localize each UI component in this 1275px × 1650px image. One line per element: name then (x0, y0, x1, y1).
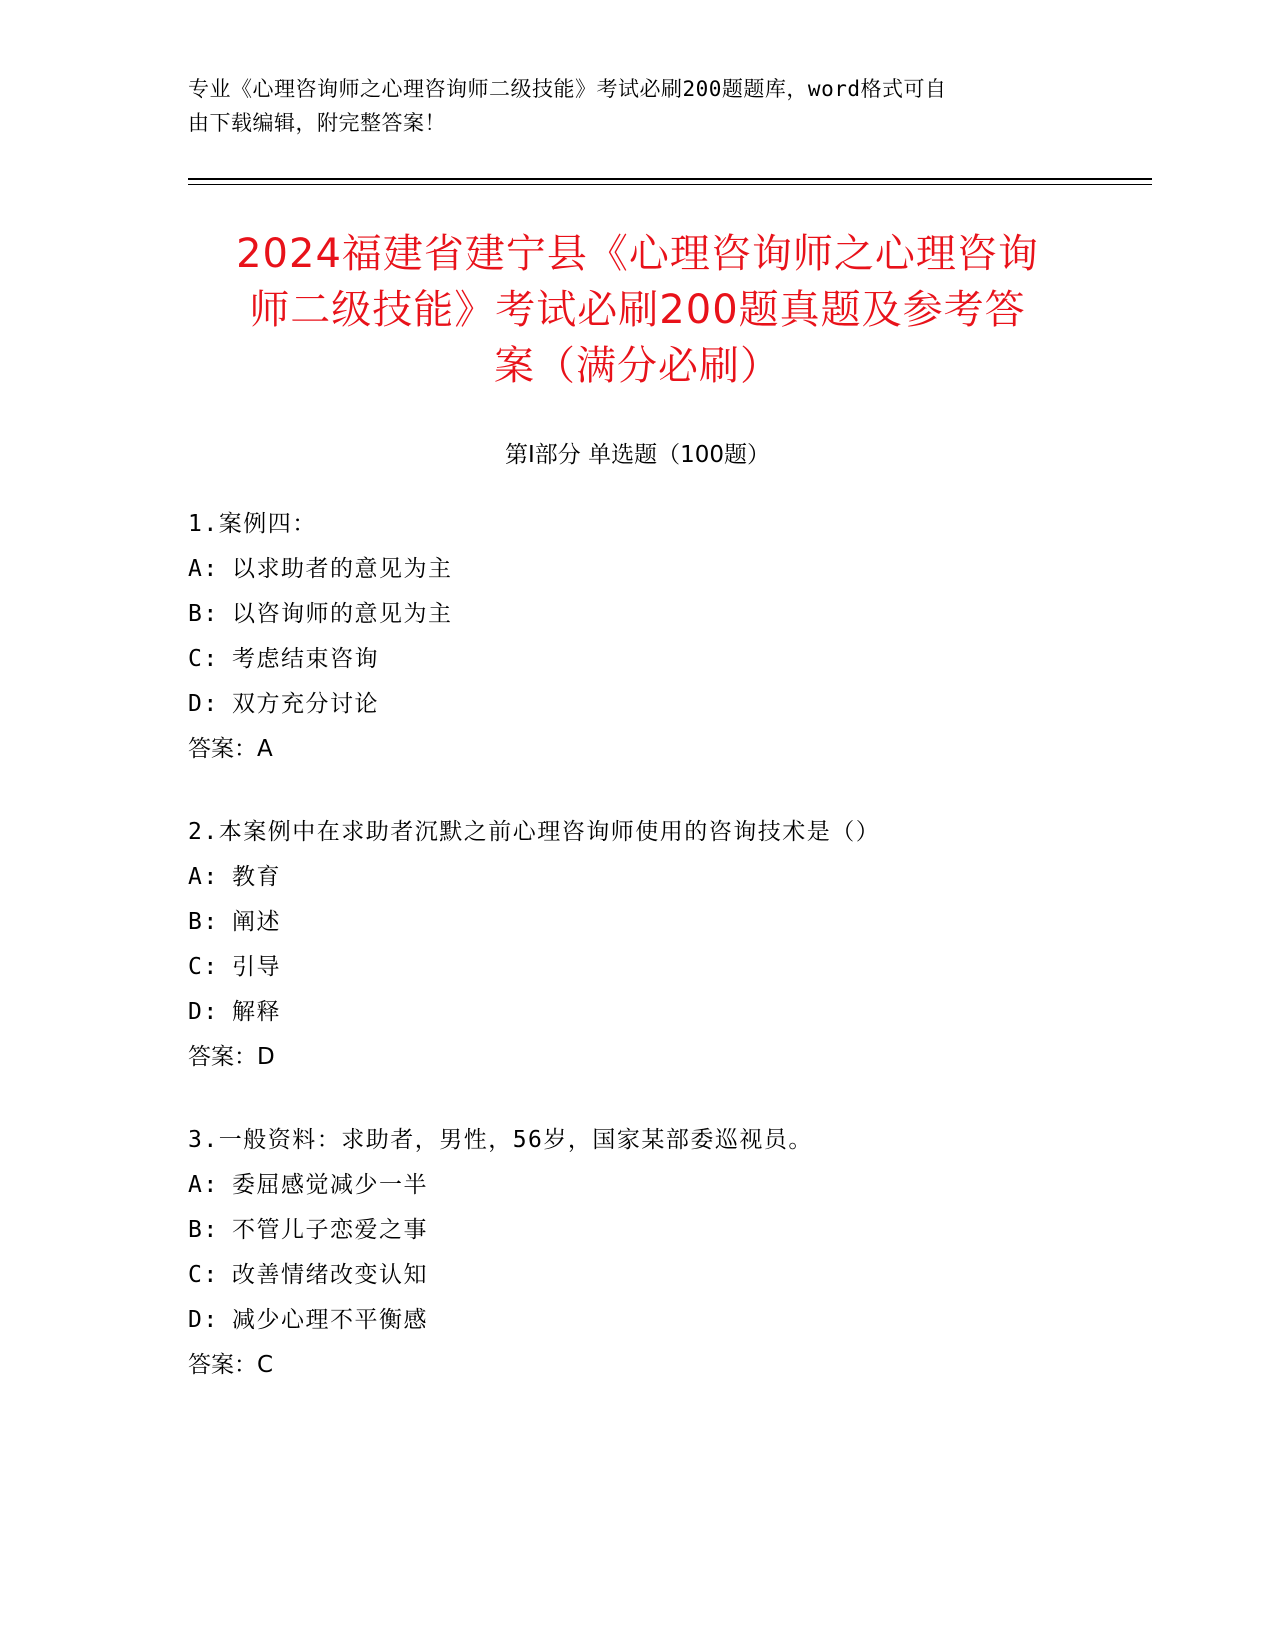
header-divider-thick (188, 178, 1152, 180)
option-c (188, 1253, 1148, 1298)
option-key: D: (188, 999, 219, 1025)
option-a (188, 1163, 1148, 1208)
option-key: C: (188, 954, 219, 980)
option-key: A: (188, 864, 219, 890)
option-key: D: (188, 691, 219, 717)
option-a (188, 547, 1148, 592)
section-title: 第Ⅰ部分 单选题（100题） (505, 442, 770, 468)
question-2 (188, 810, 1148, 1080)
question-stem: 1.案例四： (188, 511, 317, 537)
option-d (188, 990, 1148, 1035)
option-b (188, 1208, 1148, 1253)
option-text: 解释 (232, 999, 281, 1025)
option-key: A: (188, 1172, 219, 1198)
option-text: 教育 (232, 864, 281, 890)
option-c (188, 637, 1148, 682)
option-text: 不管儿子恋爱之事 (232, 1217, 428, 1243)
option-text: 以咨询师的意见为主 (232, 601, 453, 627)
answer: 答案：A (188, 736, 273, 762)
option-key: B: (188, 1217, 219, 1243)
document-title-line-3: 案（满分必刷） (494, 343, 781, 389)
option-text: 引导 (232, 954, 281, 980)
option-text: 考虑结束咨询 (232, 646, 379, 672)
header-note-line-1: 专业《心理咨询师之心理咨询师二级技能》考试必刷200题题库，word格式可自 (188, 77, 947, 101)
option-key: B: (188, 909, 219, 935)
answer: 答案：C (188, 1352, 274, 1378)
question-stem: 2.本案例中在求助者沉默之前心理咨询师使用的咨询技术是（） (188, 819, 881, 845)
option-text: 以求助者的意见为主 (232, 556, 453, 582)
option-a (188, 855, 1148, 900)
header-note-line-2: 由下载编辑，附完整答案！ (188, 111, 446, 135)
option-text: 委屈感觉减少一半 (232, 1172, 428, 1198)
option-text: 减少心理不平衡感 (232, 1307, 428, 1333)
question-1 (188, 502, 1148, 772)
option-b (188, 900, 1148, 945)
answer: 答案：D (188, 1044, 275, 1070)
header-divider-thin (188, 184, 1152, 185)
option-key: A: (188, 556, 219, 582)
option-text: 双方充分讨论 (232, 691, 379, 717)
option-d (188, 1298, 1148, 1343)
question-stem: 3.一般资料：求助者，男性，56岁，国家某部委巡视员。 (188, 1127, 813, 1153)
option-key: D: (188, 1307, 219, 1333)
document-title-line-2: 师二级技能》考试必刷200题真题及参考答 (249, 287, 1026, 333)
header-note (188, 72, 1068, 140)
option-d (188, 682, 1148, 727)
option-text: 改善情绪改变认知 (232, 1262, 428, 1288)
option-c (188, 945, 1148, 990)
option-key: C: (188, 646, 219, 672)
option-text: 阐述 (232, 909, 281, 935)
document-title-line-1: 2024福建省建宁县《心理咨询师之心理咨询 (236, 231, 1039, 277)
option-key: B: (188, 601, 219, 627)
option-key: C: (188, 1262, 219, 1288)
document-title (150, 226, 1125, 394)
option-b (188, 592, 1148, 637)
question-3 (188, 1118, 1148, 1388)
